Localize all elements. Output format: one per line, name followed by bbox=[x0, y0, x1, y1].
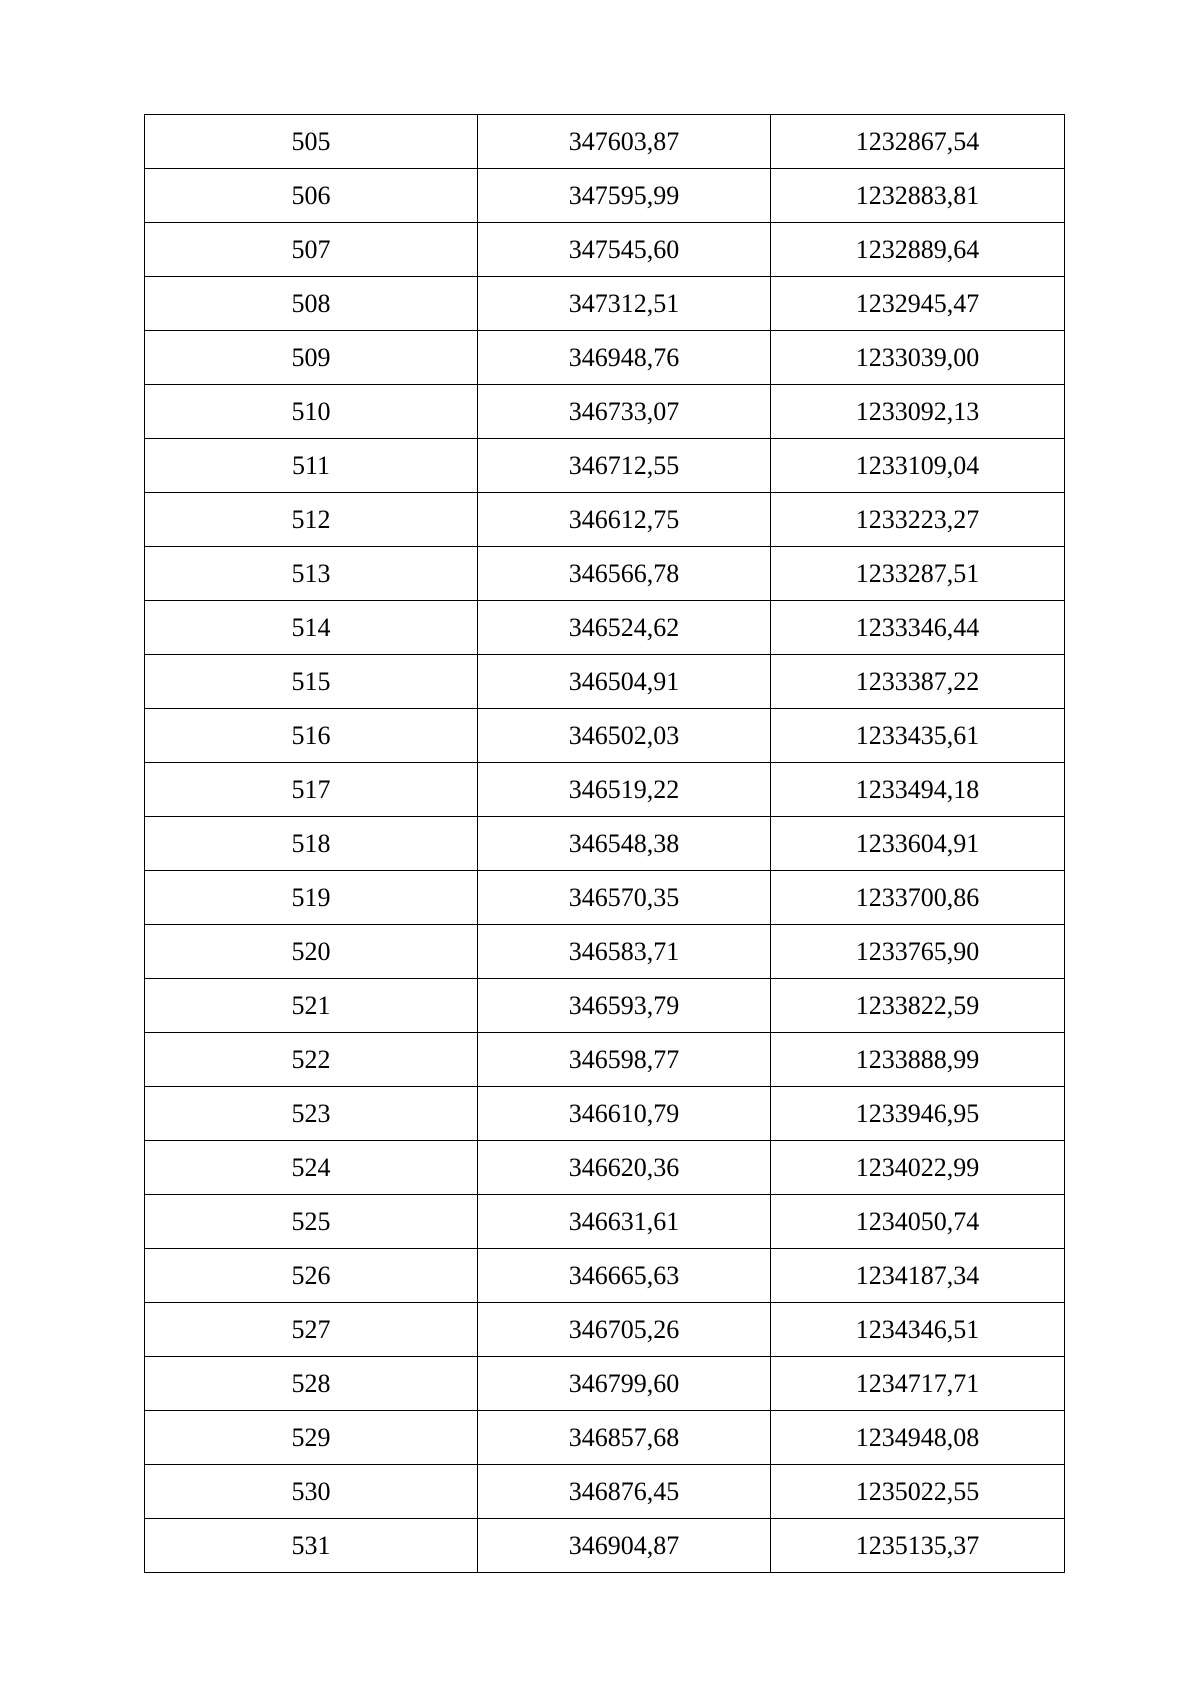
point-number-cell: 519 bbox=[145, 871, 478, 925]
x-coordinate-cell: 346612,75 bbox=[478, 493, 771, 547]
point-number-cell: 531 bbox=[145, 1519, 478, 1573]
point-number-cell: 524 bbox=[145, 1141, 478, 1195]
y-coordinate-cell: 1234717,71 bbox=[771, 1357, 1065, 1411]
table-row bbox=[145, 1411, 1065, 1465]
point-number-cell: 506 bbox=[145, 169, 478, 223]
y-coordinate-cell: 1233223,27 bbox=[771, 493, 1065, 547]
table-row bbox=[145, 115, 1065, 169]
point-number-cell: 507 bbox=[145, 223, 478, 277]
table-row bbox=[145, 493, 1065, 547]
x-coordinate-cell: 346504,91 bbox=[478, 655, 771, 709]
y-coordinate-cell: 1233109,04 bbox=[771, 439, 1065, 493]
x-coordinate-cell: 346876,45 bbox=[478, 1465, 771, 1519]
x-coordinate-cell: 346665,63 bbox=[478, 1249, 771, 1303]
coordinates-table bbox=[144, 114, 1065, 1573]
table-row bbox=[145, 601, 1065, 655]
table-row bbox=[145, 277, 1065, 331]
y-coordinate-cell: 1234050,74 bbox=[771, 1195, 1065, 1249]
table-row bbox=[145, 331, 1065, 385]
y-coordinate-cell: 1232867,54 bbox=[771, 115, 1065, 169]
point-number-cell: 522 bbox=[145, 1033, 478, 1087]
y-coordinate-cell: 1233822,59 bbox=[771, 979, 1065, 1033]
table-row bbox=[145, 1033, 1065, 1087]
table-row bbox=[145, 1465, 1065, 1519]
x-coordinate-cell: 346502,03 bbox=[478, 709, 771, 763]
y-coordinate-cell: 1234022,99 bbox=[771, 1141, 1065, 1195]
x-coordinate-cell: 346610,79 bbox=[478, 1087, 771, 1141]
x-coordinate-cell: 346598,77 bbox=[478, 1033, 771, 1087]
y-coordinate-cell: 1234948,08 bbox=[771, 1411, 1065, 1465]
table-row bbox=[145, 817, 1065, 871]
x-coordinate-cell: 346712,55 bbox=[478, 439, 771, 493]
table-row bbox=[145, 925, 1065, 979]
point-number-cell: 520 bbox=[145, 925, 478, 979]
x-coordinate-cell: 347595,99 bbox=[478, 169, 771, 223]
point-number-cell: 511 bbox=[145, 439, 478, 493]
point-number-cell: 510 bbox=[145, 385, 478, 439]
x-coordinate-cell: 347312,51 bbox=[478, 277, 771, 331]
x-coordinate-cell: 346733,07 bbox=[478, 385, 771, 439]
table-row bbox=[145, 547, 1065, 601]
y-coordinate-cell: 1232945,47 bbox=[771, 277, 1065, 331]
x-coordinate-cell: 347545,60 bbox=[478, 223, 771, 277]
point-number-cell: 509 bbox=[145, 331, 478, 385]
point-number-cell: 514 bbox=[145, 601, 478, 655]
x-coordinate-cell: 346566,78 bbox=[478, 547, 771, 601]
y-coordinate-cell: 1233092,13 bbox=[771, 385, 1065, 439]
point-number-cell: 517 bbox=[145, 763, 478, 817]
table-row bbox=[145, 1249, 1065, 1303]
table-row bbox=[145, 655, 1065, 709]
table-row bbox=[145, 169, 1065, 223]
y-coordinate-cell: 1233700,86 bbox=[771, 871, 1065, 925]
y-coordinate-cell: 1233946,95 bbox=[771, 1087, 1065, 1141]
point-number-cell: 515 bbox=[145, 655, 478, 709]
point-number-cell: 526 bbox=[145, 1249, 478, 1303]
y-coordinate-cell: 1233039,00 bbox=[771, 331, 1065, 385]
point-number-cell: 523 bbox=[145, 1087, 478, 1141]
x-coordinate-cell: 346857,68 bbox=[478, 1411, 771, 1465]
table-row bbox=[145, 763, 1065, 817]
table-row bbox=[145, 1519, 1065, 1573]
y-coordinate-cell: 1234346,51 bbox=[771, 1303, 1065, 1357]
y-coordinate-cell: 1233346,44 bbox=[771, 601, 1065, 655]
y-coordinate-cell: 1233287,51 bbox=[771, 547, 1065, 601]
point-number-cell: 505 bbox=[145, 115, 478, 169]
x-coordinate-cell: 346705,26 bbox=[478, 1303, 771, 1357]
x-coordinate-cell: 346799,60 bbox=[478, 1357, 771, 1411]
table-row bbox=[145, 979, 1065, 1033]
y-coordinate-cell: 1235135,37 bbox=[771, 1519, 1065, 1573]
table-row bbox=[145, 1357, 1065, 1411]
y-coordinate-cell: 1233494,18 bbox=[771, 763, 1065, 817]
table-row bbox=[145, 1087, 1065, 1141]
point-number-cell: 525 bbox=[145, 1195, 478, 1249]
x-coordinate-cell: 347603,87 bbox=[478, 115, 771, 169]
point-number-cell: 527 bbox=[145, 1303, 478, 1357]
x-coordinate-cell: 346583,71 bbox=[478, 925, 771, 979]
y-coordinate-cell: 1232883,81 bbox=[771, 169, 1065, 223]
table-row bbox=[145, 709, 1065, 763]
table-row bbox=[145, 385, 1065, 439]
x-coordinate-cell: 346548,38 bbox=[478, 817, 771, 871]
point-number-cell: 528 bbox=[145, 1357, 478, 1411]
y-coordinate-cell: 1233387,22 bbox=[771, 655, 1065, 709]
x-coordinate-cell: 346948,76 bbox=[478, 331, 771, 385]
x-coordinate-cell: 346620,36 bbox=[478, 1141, 771, 1195]
x-coordinate-cell: 346904,87 bbox=[478, 1519, 771, 1573]
y-coordinate-cell: 1234187,34 bbox=[771, 1249, 1065, 1303]
table-row bbox=[145, 871, 1065, 925]
coordinates-table-body bbox=[145, 115, 1065, 1573]
point-number-cell: 518 bbox=[145, 817, 478, 871]
x-coordinate-cell: 346631,61 bbox=[478, 1195, 771, 1249]
point-number-cell: 521 bbox=[145, 979, 478, 1033]
table-row bbox=[145, 1141, 1065, 1195]
y-coordinate-cell: 1233604,91 bbox=[771, 817, 1065, 871]
point-number-cell: 513 bbox=[145, 547, 478, 601]
table-row bbox=[145, 439, 1065, 493]
point-number-cell: 512 bbox=[145, 493, 478, 547]
table-row bbox=[145, 1303, 1065, 1357]
table-row bbox=[145, 1195, 1065, 1249]
x-coordinate-cell: 346524,62 bbox=[478, 601, 771, 655]
y-coordinate-cell: 1235022,55 bbox=[771, 1465, 1065, 1519]
y-coordinate-cell: 1233888,99 bbox=[771, 1033, 1065, 1087]
y-coordinate-cell: 1233435,61 bbox=[771, 709, 1065, 763]
x-coordinate-cell: 346570,35 bbox=[478, 871, 771, 925]
x-coordinate-cell: 346519,22 bbox=[478, 763, 771, 817]
point-number-cell: 516 bbox=[145, 709, 478, 763]
y-coordinate-cell: 1233765,90 bbox=[771, 925, 1065, 979]
y-coordinate-cell: 1232889,64 bbox=[771, 223, 1065, 277]
x-coordinate-cell: 346593,79 bbox=[478, 979, 771, 1033]
point-number-cell: 530 bbox=[145, 1465, 478, 1519]
table-row bbox=[145, 223, 1065, 277]
point-number-cell: 529 bbox=[145, 1411, 478, 1465]
point-number-cell: 508 bbox=[145, 277, 478, 331]
